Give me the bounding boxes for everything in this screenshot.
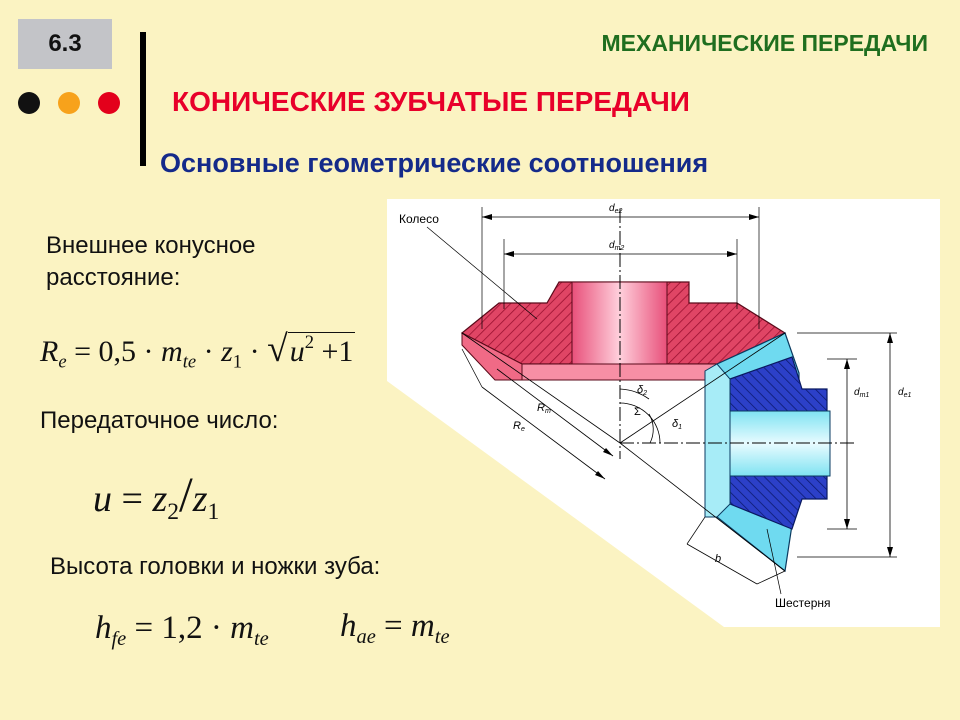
formula-cone-distance xyxy=(40,328,355,374)
symbol-z: z xyxy=(221,335,233,368)
section-title: МЕХАНИЧЕСКИЕ ПЕРЕДАЧИ xyxy=(601,30,928,56)
label-cone-distance xyxy=(46,230,256,294)
pinion-face xyxy=(705,364,730,517)
black-dot-icon xyxy=(18,92,40,114)
red-dot-icon xyxy=(98,92,120,114)
symbol-u: u xyxy=(289,335,305,368)
label-b: b xyxy=(715,553,722,565)
slide-number: 6.3 xyxy=(48,30,82,57)
label-delta2: δ2 xyxy=(637,384,648,397)
symbol-h: h xyxy=(340,608,357,644)
subscript-ae: ae xyxy=(356,626,376,649)
symbol-m: m xyxy=(410,608,435,644)
superscript-2: 2 xyxy=(304,331,314,353)
label-line: расстояние: xyxy=(46,264,181,291)
symbol-R: R xyxy=(40,335,59,368)
formula-text: = 0,5 · xyxy=(74,335,154,368)
formula-eq: = xyxy=(384,608,403,644)
formula-text: = 1,2 · xyxy=(134,610,222,646)
label-de2: $d_{e2}$ xyxy=(609,203,623,215)
sqrt-radicand xyxy=(288,332,356,368)
formula-dot: · xyxy=(249,335,260,368)
symbol-m: m xyxy=(230,610,254,646)
subscript-2: 2 xyxy=(167,499,180,526)
symbol-z: z xyxy=(152,478,168,520)
label-shesternya: Шестерня xyxy=(775,596,831,610)
symbol-z: z xyxy=(192,478,208,520)
page-title: КОНИЧЕСКИЕ ЗУБЧАТЫЕ ПЕРЕДАЧИ xyxy=(172,86,690,117)
label-dm1: $d_{m1}$ xyxy=(854,387,870,399)
label-gear-ratio: Передаточное число: xyxy=(40,407,279,434)
label-re: Re xyxy=(513,420,525,433)
label-dm2: $d_{m2}$ xyxy=(609,240,625,252)
formula-slash: / xyxy=(179,467,193,522)
subscript-e: e xyxy=(58,351,67,373)
formula-gear-ratio xyxy=(93,466,219,526)
formula-dot: · xyxy=(203,335,214,368)
label-tooth-height: Высота головки и ножки зуба: xyxy=(50,553,381,580)
label-rm: Rm xyxy=(537,402,551,415)
orange-dot-icon xyxy=(58,92,80,114)
subscript-1: 1 xyxy=(207,499,220,526)
sqrt-icon: √ xyxy=(267,329,288,370)
subscript-fe: fe xyxy=(111,628,127,651)
formula-text: +1 xyxy=(321,335,354,368)
label-koleso: Колесо xyxy=(399,212,439,226)
formula-root-height xyxy=(95,610,269,651)
symbol-h: h xyxy=(95,610,112,646)
subscript-te: te xyxy=(253,628,269,651)
label-sigma: Σ xyxy=(634,406,641,418)
slide-number-badge xyxy=(18,19,112,69)
formula-eq: = xyxy=(121,478,143,520)
subscript-te: te xyxy=(434,626,450,649)
symbol-m: m xyxy=(161,335,183,368)
divider-bar xyxy=(140,32,146,166)
label-delta1: δ1 xyxy=(672,418,683,431)
subscript-te: te xyxy=(182,351,197,373)
bevel-gear-drawing xyxy=(387,199,940,627)
subscript-1: 1 xyxy=(232,351,243,373)
page-subtitle: Основные геометрические соотношения xyxy=(160,148,709,178)
symbol-u: u xyxy=(93,478,112,520)
label-de1: $d_{e1}$ xyxy=(898,387,912,399)
label-line: Внешнее конусное xyxy=(46,232,256,259)
